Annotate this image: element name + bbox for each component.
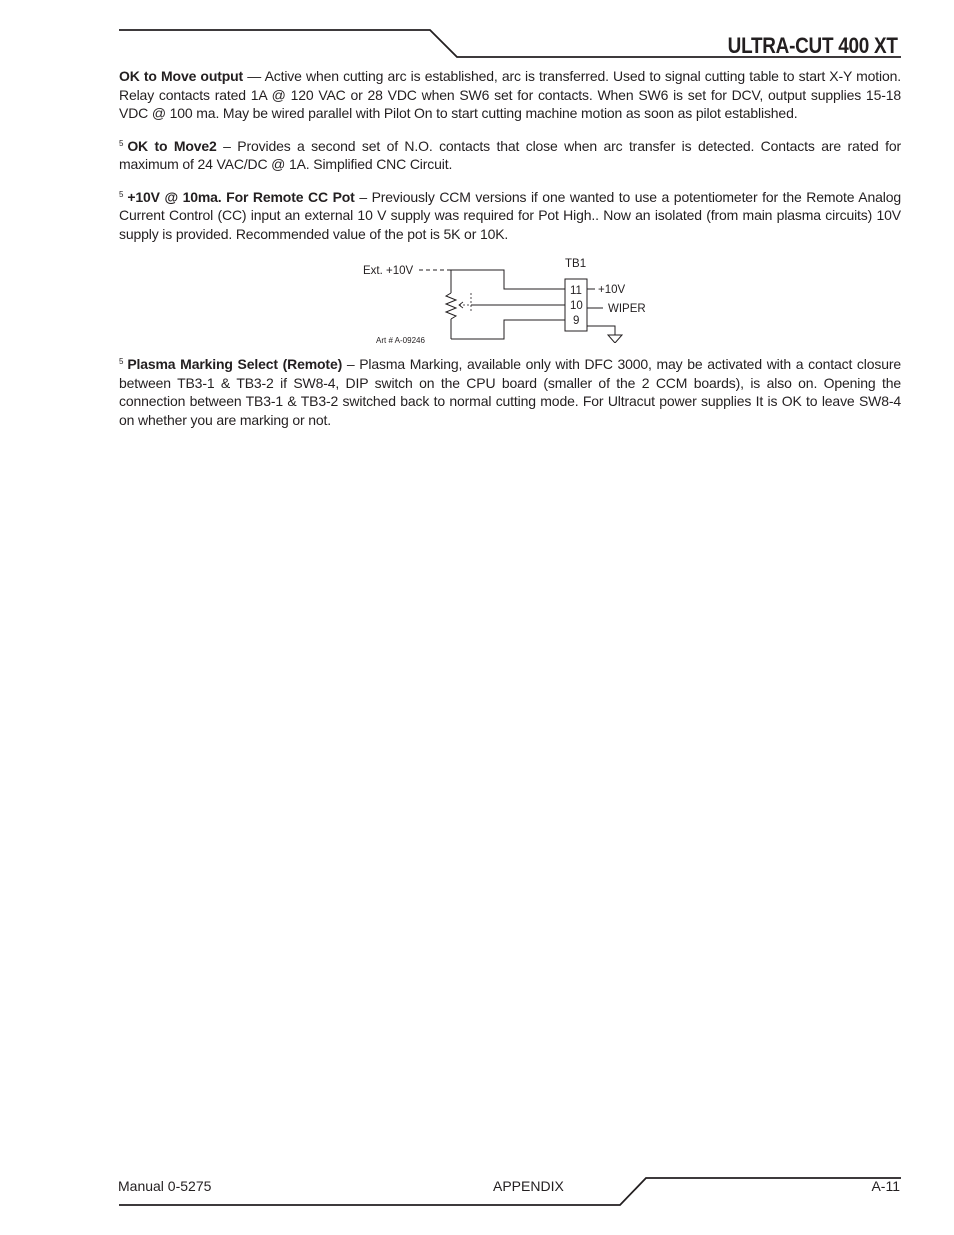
paragraph-remote-cc-pot xyxy=(119,186,901,244)
paragraph-title: +10V @ 10ma. For Remote CC Pot xyxy=(127,188,355,205)
paragraph-ok-to-move2 xyxy=(119,135,901,174)
paragraph-title: Plasma Marking Select (Remote) xyxy=(127,356,343,372)
footnote-marker: 5 xyxy=(119,138,124,148)
paragraph-body: Active when cutting arc is established, arc is transferred. Used to signal cutting table to start X-Y motion. Relay contacts rated 1A @ 120 VAC or 28 VDC when SW6 set for contacts. When SW6 is set for DCV, output supplies 15-18 VDC @ 100 ma. May be wired parallel with Pilot On to start cutting machine motion as soon as pilot established. xyxy=(119,68,901,121)
paragraph-ok-to-move xyxy=(119,67,901,123)
ext-10v-label: Ext. +10V xyxy=(363,265,414,277)
product-title: ULTRA-CUT 400 XT xyxy=(727,33,898,58)
tb1-label: TB1 xyxy=(565,258,587,270)
wire-to-terminal-11 xyxy=(451,270,565,289)
paragraph-title: OK to Move output xyxy=(119,68,244,84)
paragraph-body: Previously CCM versions if one wanted to use a potentiometer for the Remote Analog Current Control (CC) input an external 10 V supply was required for Pot High.. Now an isolated (from main plasma circuits) 10V supply is provided. Recommended value of the pot is 5K or 10K. xyxy=(119,188,901,242)
paragraph-body: Provides a second set of N.O. contacts that close when arc transfer is detected. Contacts are rated for maximum of 24 VAC/DC @ 1A. Simplified CNC Circuit. xyxy=(119,137,901,172)
paragraph-body: Plasma Marking, available only with DFC 3000, may be activated with a contact closure between TB3-1 & TB3-2 if SW8-4, DIP switch on the CPU board (smaller of the 2 CCM boards), is also on. Opening the connection between TB3-1 & TB3-2 switched back to normal cutting mode. For Ultracut power supplies It is OK to leave SW8-4 on whether you are marking or not. xyxy=(119,356,901,428)
manual-number: Manual 0-5275 xyxy=(118,1178,212,1194)
terminal-11-label: 11 xyxy=(570,285,582,297)
wire-to-terminal-9 xyxy=(451,320,565,339)
paragraph-separator: – xyxy=(354,188,372,205)
art-number: Art # A-09246 xyxy=(376,336,425,343)
footnote-marker: 5 xyxy=(119,357,124,366)
ground-icon xyxy=(608,335,622,343)
wiper-label: WIPER xyxy=(608,303,646,315)
page-content xyxy=(119,67,901,441)
terminal-10-label: 10 xyxy=(570,300,583,312)
plus-10v-label: +10V xyxy=(598,284,626,296)
potentiometer-symbol xyxy=(446,293,456,319)
paragraph-separator: — xyxy=(243,68,265,84)
terminal-9-label: 9 xyxy=(573,315,580,327)
paragraph-title: OK to Move2 xyxy=(127,137,217,154)
footnote-marker: 5 xyxy=(119,189,124,199)
terminal-9-lead xyxy=(587,326,615,335)
section-name: APPENDIX xyxy=(493,1178,564,1194)
potentiometer-wiring-diagram xyxy=(119,253,901,343)
paragraph-separator: – xyxy=(216,137,238,154)
page-number: A-11 xyxy=(871,1178,900,1194)
paragraph-plasma-marking xyxy=(119,353,901,429)
paragraph-separator: – xyxy=(342,356,360,372)
